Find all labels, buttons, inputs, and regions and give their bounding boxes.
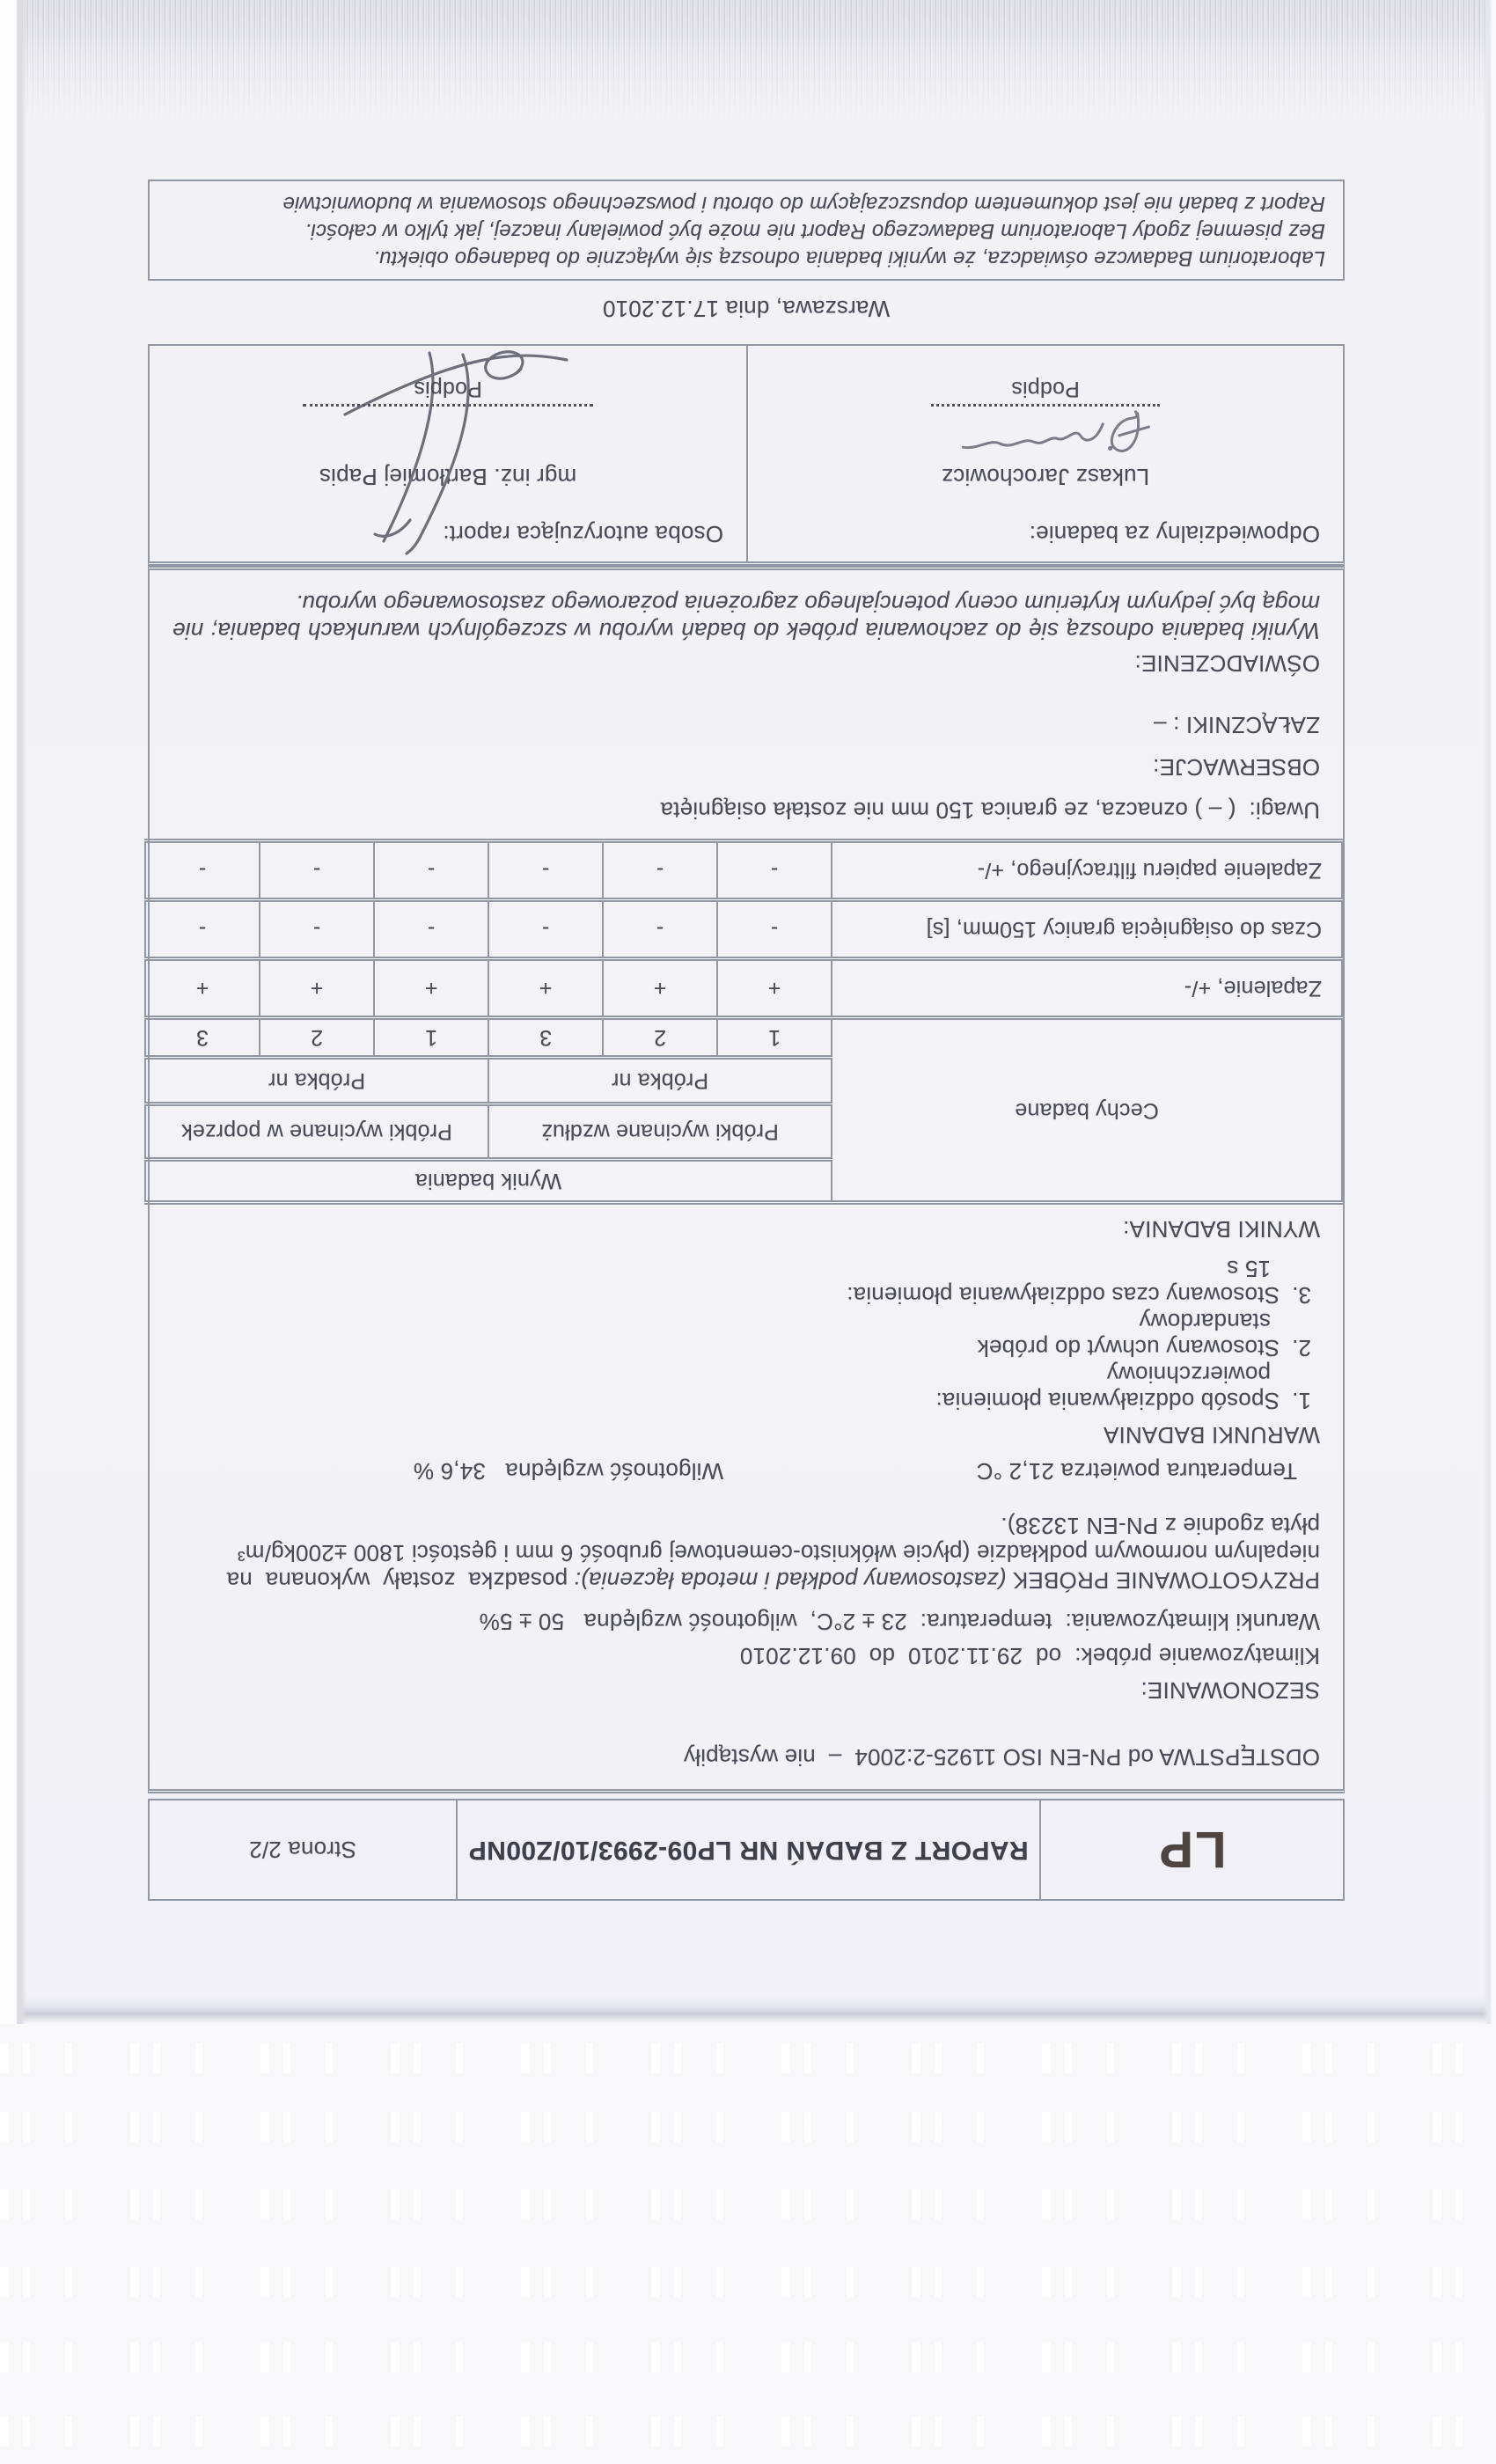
table-row [145, 900, 1342, 959]
bleed-through-pattern-row [0, 2343, 1496, 2372]
row-label-time-to-150mm: Czas do osiągnięcia granicy 150mm, [s] [832, 900, 1342, 959]
table-row [145, 959, 1342, 1018]
list-item [172, 1361, 1320, 1414]
lab-logo: LP [1039, 1800, 1343, 1899]
results-table [144, 839, 1343, 1205]
group-header-crosswise: Próbki wycinane w poprzek [145, 1104, 488, 1160]
disclaimer-line: Raport z badań nie jest dokumentem dopuszczającym do obrotu i powszechnego stosowania w budownictwie [282, 192, 1325, 216]
result-cell: - [603, 841, 717, 900]
report-title: RAPORT Z BADAŃ NR LP09-2993/10/Z00NP [456, 1800, 1039, 1899]
conditioning-line: Klimatyzowanie próbek: od 29.11.2010 do 09.12.2010 [739, 1643, 1320, 1669]
list-item-number: 3. [1291, 1282, 1311, 1309]
result-cell: - [488, 841, 603, 900]
test-conditions-heading: WARUNKI BADANIA [1103, 1422, 1320, 1448]
list-item [172, 1309, 1320, 1361]
signature-name: mgr inż. Bartłomiej Papis [319, 464, 577, 490]
seasoning-heading: SEZONOWANIE: [1140, 1677, 1320, 1704]
sample-preparation-line2: niepalnym normowym podkładzie (płycie włóknisto-cementowej grubość 6 mm i gęstości 1800 ±200kg/m³ [237, 1540, 1320, 1566]
sample-preparation-rest: posadzka zostały wykonana na [226, 1567, 575, 1594]
result-cell: - [374, 841, 488, 900]
features-column-header: Cechy badane [832, 1018, 1342, 1203]
scanner-background-band [0, 2024, 1496, 2464]
signature-name: Lukasz Jarochowicz [941, 464, 1150, 490]
bleed-through-pattern-row [0, 2043, 1496, 2073]
sample-number: 2 [260, 1018, 374, 1058]
ambient-conditions-row [150, 1457, 1343, 1485]
row-label-filter-paper-ignition: Zapalenie papieru filtracyjnego, +/- [832, 841, 1342, 900]
sample-number: 1 [717, 1018, 832, 1058]
deviations-line: ODSTĘPSTWA od PN-EN ISO 11925-2:2004 – nie wystąpiły [683, 1744, 1320, 1771]
attachments-line: ZAŁĄCZNIKI : – [1153, 712, 1320, 738]
dotted-line [931, 404, 1160, 407]
bleed-through-pattern-row [0, 2416, 1496, 2446]
conditioning-conditions-line: Warunki klimatyzowania: temperatura: 23 ± 2°C, wilgotność względna 50 ± 5% [479, 1609, 1320, 1635]
signature-block [148, 344, 1345, 566]
observations-heading: OBSERWACJE: [1152, 754, 1320, 781]
bleed-through-pattern-row [0, 2267, 1496, 2297]
relative-humidity: Wilgotność względna 34,6 % [413, 1458, 724, 1485]
signature-line [931, 376, 1160, 407]
list-item-value: 15 s [1227, 1256, 1271, 1282]
result-cell: + [145, 959, 260, 1018]
page-number: Strona 2/2 [249, 1837, 356, 1864]
result-cell: - [488, 900, 603, 959]
sample-no-header: Próbka nr [145, 1058, 488, 1104]
table-row [145, 841, 1342, 900]
result-cell: - [260, 841, 374, 900]
signature-cell-responsible [746, 346, 1343, 561]
sample-number: 1 [374, 1018, 488, 1058]
result-cell: - [260, 900, 374, 959]
report-body [148, 566, 1345, 1793]
results-heading: WYNIKI BADANIA: [1122, 1216, 1320, 1243]
list-item-label: Stosowany uchwyt do próbek [977, 1335, 1280, 1361]
sample-preparation-line3: płyta zgodnie z PN-EN 13238). [1001, 1513, 1320, 1539]
result-cell: + [717, 959, 832, 1018]
scan-left-edge [0, 0, 26, 2024]
test-conditions-list [150, 1256, 1343, 1414]
bleed-through-pattern-row [0, 2112, 1496, 2142]
report-header [148, 1799, 1345, 1901]
list-item-number: 1. [1291, 1388, 1311, 1414]
list-item-label: Stosowany czas oddziaływania płomienia: [847, 1282, 1280, 1309]
result-cell: - [374, 900, 488, 959]
disclaimer-box [148, 180, 1345, 281]
result-cell: - [145, 900, 260, 959]
signature-role: Odpowiedzialny za badanie: [1029, 521, 1320, 547]
sample-preparation-paragraph [150, 1566, 1343, 1594]
row-label-ignition: Zapalenie, +/- [832, 959, 1342, 1018]
remarks-line: Uwagi: ( – ) oznacza, ze granica 150 mm nie została osiągnięta [660, 797, 1320, 824]
signature-line [303, 376, 593, 407]
list-item-value: standardowy [1139, 1309, 1271, 1335]
sample-number: 3 [145, 1018, 260, 1058]
result-cell: - [603, 900, 717, 959]
list-item-value: powierzchniowy [1106, 1361, 1271, 1388]
group-header-lengthwise: Próbki wycinane wzdłuż [488, 1104, 832, 1160]
sample-preparation-label: PRZYGOTOWANIE PRÓBEK [1006, 1567, 1320, 1594]
sample-no-header: Próbka nr [488, 1058, 832, 1104]
sample-number: 3 [488, 1018, 603, 1058]
sample-preparation-method-italic: (zastosowany podkład i metoda łączenia): [574, 1567, 1007, 1594]
place-and-date: Warszawa, dnia 17.12.2010 [602, 296, 891, 322]
signature-cell-authorizing [150, 346, 746, 561]
air-temperature: Temperatura powietrza 21,2 °C [976, 1458, 1297, 1485]
statement-text: Wyniki badania odnoszą się do zachowania próbek do badań wyrobu w szczególnych warunkach badania; nie mogą być jedynym kryterium oceny potencjalnego zagrożenia pożarowego zastosowanego wyrobu. [165, 590, 1320, 644]
list-item-number: 2. [1291, 1335, 1311, 1361]
result-header: Wynik badania [145, 1160, 832, 1203]
list-item-label: Sposób oddziaływania płomienia: [935, 1388, 1280, 1414]
scan-right-edge [1484, 0, 1496, 2024]
result-cell: + [374, 959, 488, 1018]
dotted-line [303, 404, 593, 407]
disclaimer-line: Laboratorium Badawcze oświadcza, że wyniki badania odnoszą się wyłącznie do badanego obiektu. [373, 246, 1325, 270]
signature-role: Osoba autoryzująca raport: [443, 521, 723, 547]
result-cell: + [260, 959, 374, 1018]
statement-heading: OŚWIADCZENIE: [1134, 650, 1320, 677]
result-cell: - [145, 841, 260, 900]
result-cell: + [488, 959, 603, 1018]
list-item [172, 1256, 1320, 1309]
result-cell: - [717, 900, 832, 959]
signature-caption: Podpis [1011, 377, 1080, 401]
result-cell: - [717, 841, 832, 900]
sample-number: 2 [603, 1018, 717, 1058]
disclaimer-line: Bez pisemnej zgody Laboratorium Badawczego Raport nie może być powielany inaczej, jak tylko w całości. [304, 219, 1325, 243]
result-cell: + [603, 959, 717, 1018]
signature-caption: Podpis [414, 377, 482, 401]
bleed-through-pattern-row [0, 2189, 1496, 2219]
